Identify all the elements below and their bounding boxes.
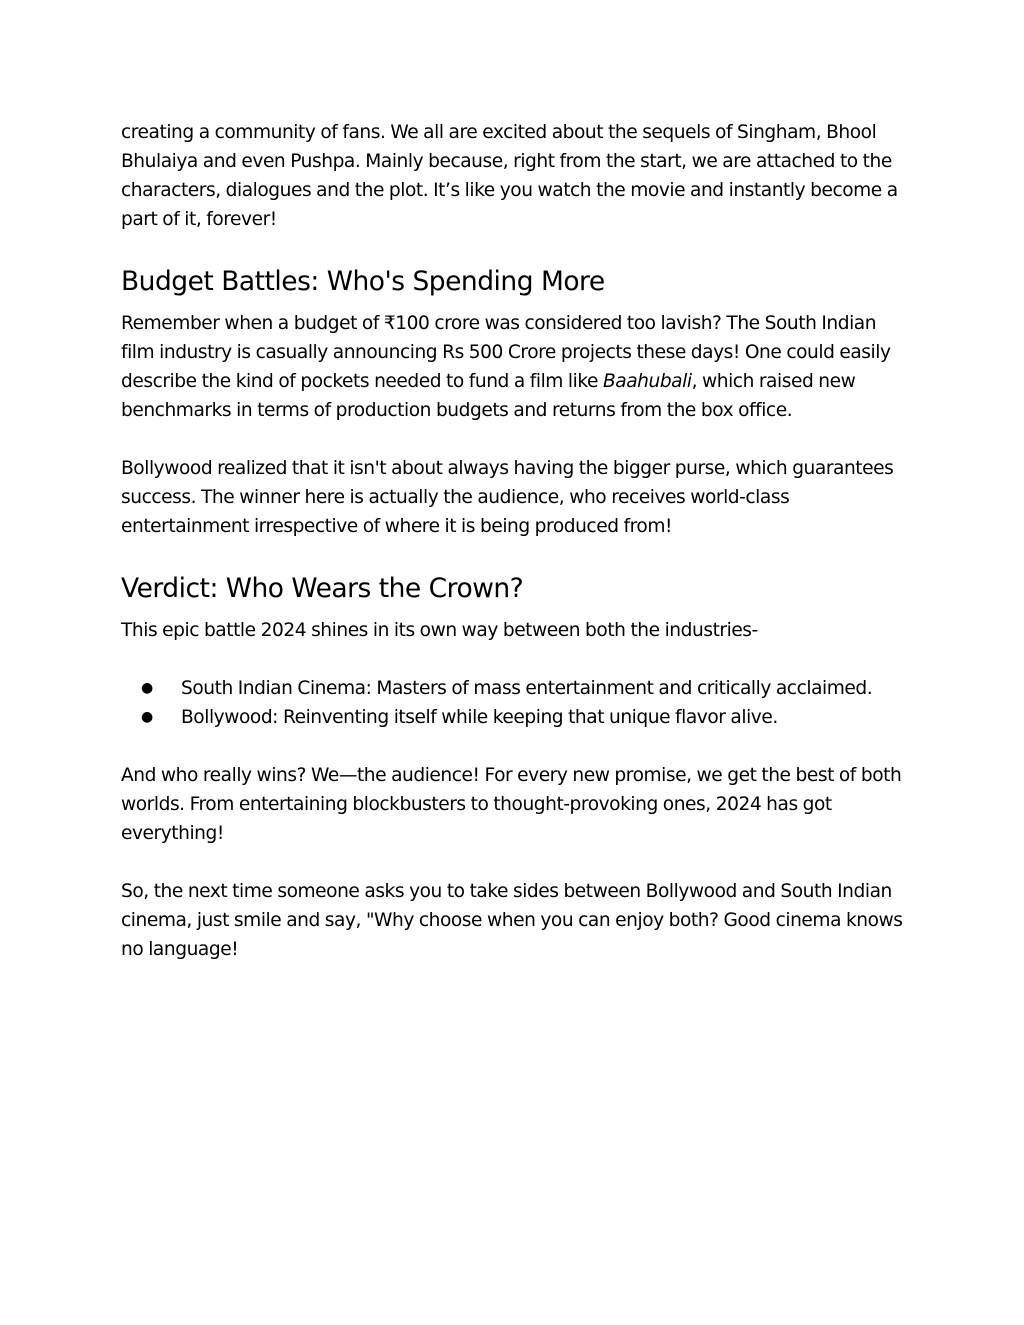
industries-bullet-list <box>121 674 911 732</box>
film-title-baahubali: Baahubali <box>602 371 692 392</box>
list-item-text: South Indian Cinema: Masters of mass entertainment and critically acclaimed. <box>181 678 873 699</box>
bullet-icon: ● <box>141 709 153 725</box>
list-item <box>121 703 911 732</box>
budget-paragraph <box>121 309 911 425</box>
list-item <box>121 674 911 703</box>
wins-paragraph: And who really wins? We—the audience! For every new promise, we get the best of both worlds. From entertaining blockbusters to thought-provoking ones, 2024 has got everything! <box>121 765 902 844</box>
verdict-intro-paragraph: This epic battle 2024 shines in its own way between both the industries- <box>121 620 758 641</box>
budget-paragraph-text-start: Remember when a budget of ₹100 crore was considered too lavish? The South Indian film industry is casually announcing Rs 500 Crore projects these days! One could easily describe the kind of pockets needed to fund a film like <box>121 313 891 392</box>
bullet-icon: ● <box>141 680 153 696</box>
intro-paragraph: creating a community of fans. We all are excited about the sequels of Singham, Bhool Bhulaiya and even Pushpa. Mainly because, right from the start, we are attached to the characters, dialogues and the plot. It’s like you watch the movie and instantly become a part of it, forever! <box>121 122 898 230</box>
closing-paragraph: So, the next time someone asks you to take sides between Bollywood and South Indian cinema, just smile and say, "Why choose when you can enjoy both? Good cinema knows no language! <box>121 881 903 960</box>
budget-heading: Budget Battles: Who's Spending More <box>121 266 605 297</box>
budget-paragraph-text-end: , which raised new benchmarks in terms of production budgets and returns from the box office. <box>121 371 856 421</box>
verdict-heading: Verdict: Who Wears the Crown? <box>121 573 524 604</box>
document-page <box>121 118 911 964</box>
bollywood-paragraph: Bollywood realized that it isn't about always having the bigger purse, which guarantees success. The winner here is actually the audience, who receives world-class entertainment irrespective of where it is being produced from! <box>121 458 894 537</box>
list-item-text: Bollywood: Reinventing itself while keeping that unique flavor alive. <box>181 707 778 728</box>
